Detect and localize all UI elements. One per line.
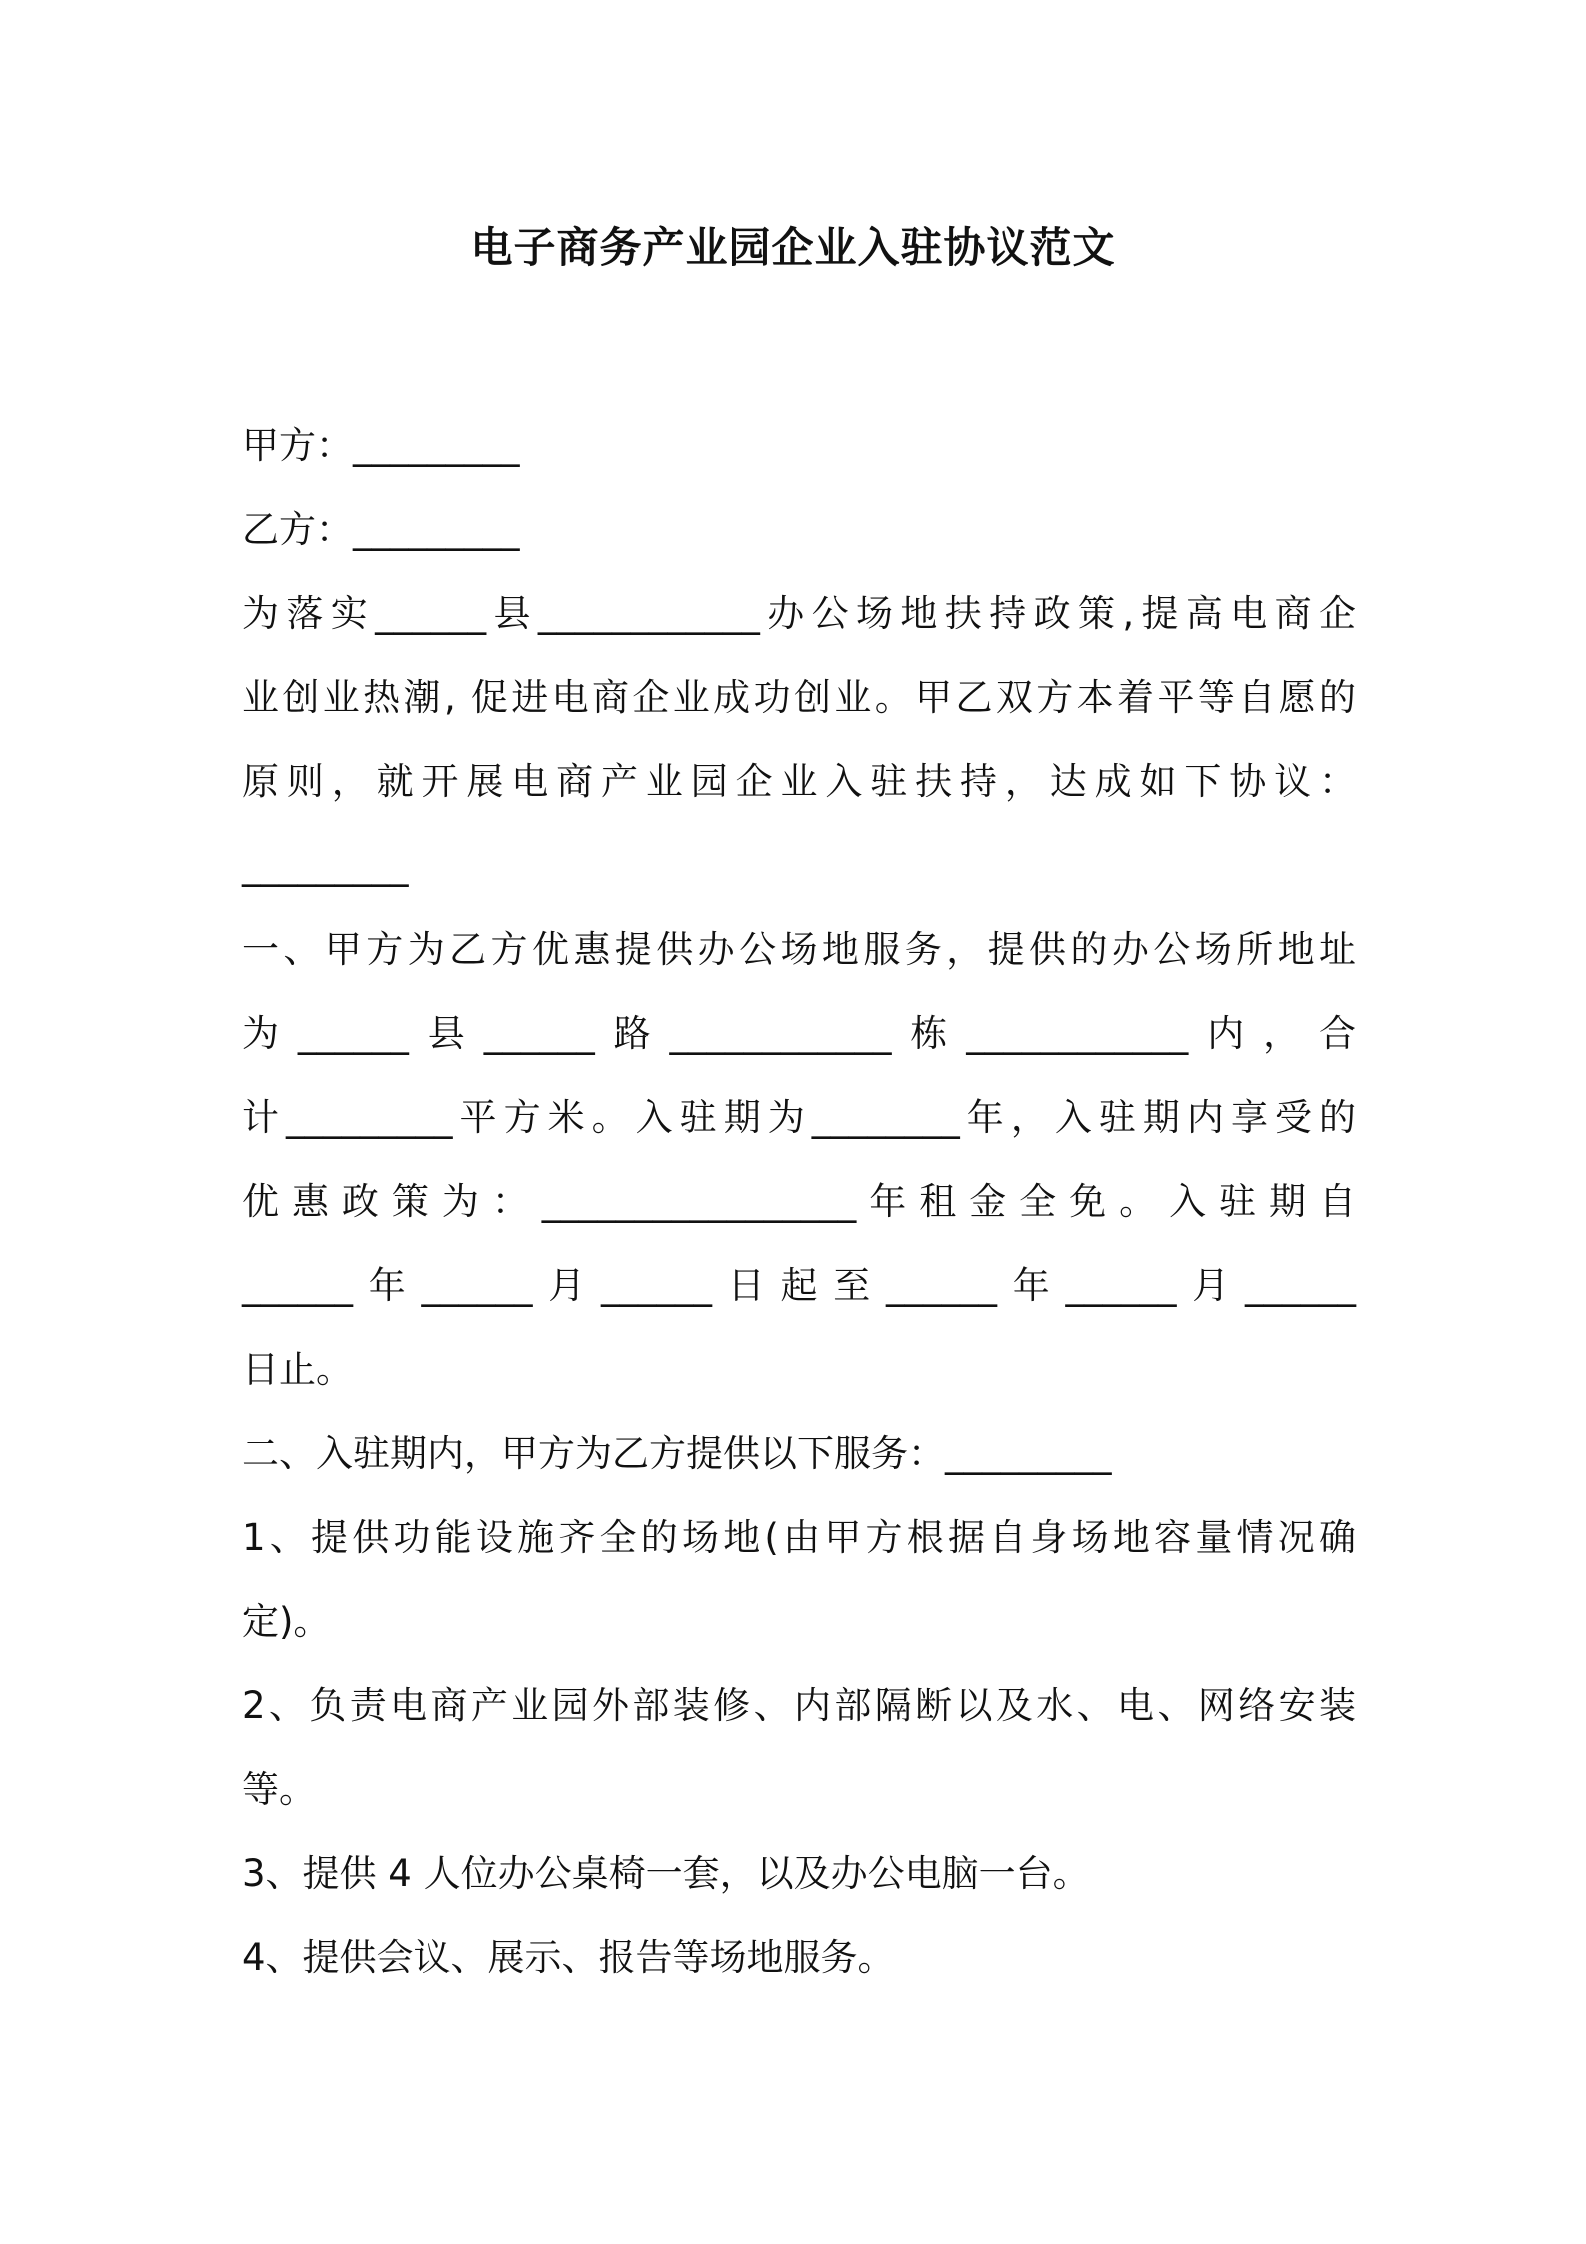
preamble-line-2: 业创业热潮, 促进电商企业成功创业。甲乙双方本着平等自愿的 bbox=[242, 676, 1356, 719]
service-item-3: 3、提供 4 人位办公桌椅一套，以及办公电脑一台。 bbox=[242, 1852, 1090, 1895]
document-title: 电子商务产业园企业入驻协议范文 bbox=[470, 223, 1116, 272]
preamble-blank-line: _________ bbox=[242, 844, 409, 887]
party-b-line: 乙方：_________ bbox=[242, 508, 520, 551]
service-item-1-line-2: 定)。 bbox=[242, 1600, 331, 1643]
clause-1-line-4: 优惠政策为：_________________年租金全免。入驻期自 bbox=[242, 1180, 1356, 1223]
clause-2-heading: 二、入驻期内，甲方为乙方提供以下服务：_________ bbox=[242, 1432, 1112, 1475]
clause-1-line-2: 为______县______路____________栋____________内，合 bbox=[242, 1012, 1356, 1055]
service-item-2-line-2: 等。 bbox=[242, 1768, 316, 1811]
service-item-4: 4、提供会议、展示、报告等场地服务。 bbox=[242, 1936, 895, 1979]
clause-1-line-5: ______年______月______日起至______年______月______ bbox=[242, 1264, 1356, 1307]
party-a-line: 甲方：_________ bbox=[242, 424, 520, 467]
service-item-2-line-1: 2、负责电商产业园外部装修、内部隔断以及水、电、网络安装 bbox=[242, 1684, 1356, 1727]
clause-1-line-3: 计_________平方米。入驻期为________年，入驻期内享受的 bbox=[242, 1096, 1356, 1139]
clause-1-line-6: 日止。 bbox=[242, 1348, 353, 1391]
preamble-line-3: 原则，就开展电商产业园企业入驻扶持，达成如下协议： bbox=[242, 760, 1356, 803]
service-item-1-line-1: 1、提供功能设施齐全的场地(由甲方根据自身场地容量情况确 bbox=[242, 1516, 1356, 1559]
preamble-line-1: 为落实______县____________办公场地扶持政策,提高电商企 bbox=[242, 592, 1356, 635]
document-body bbox=[242, 404, 1356, 2000]
clause-1-line-1: 一、甲方为乙方优惠提供办公场地服务，提供的办公场所地址 bbox=[242, 928, 1356, 971]
